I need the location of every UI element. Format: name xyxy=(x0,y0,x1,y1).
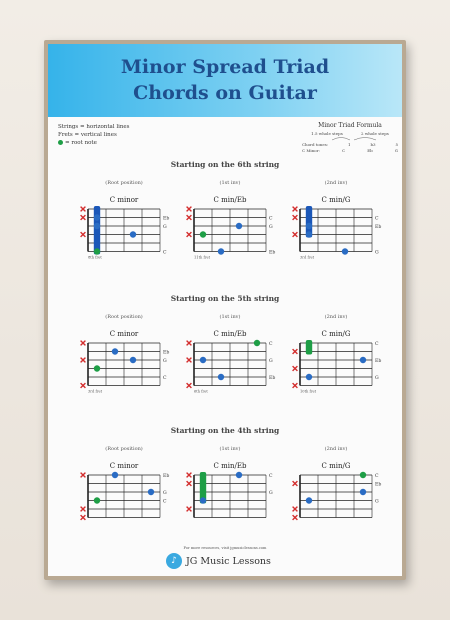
note-dot xyxy=(94,214,100,220)
root-note-dot xyxy=(94,497,100,503)
note-dot xyxy=(306,374,312,380)
string-note-label: Eb xyxy=(269,376,276,381)
note-dot xyxy=(148,489,154,495)
legend xyxy=(58,123,129,147)
fret-position-label: 3rd fret xyxy=(300,255,315,260)
chord-name: C min/Eb xyxy=(213,196,247,204)
title-line-1: Minor Spread Triad xyxy=(120,56,330,78)
string-note-label: Eb xyxy=(375,359,382,364)
section-heading-5th: Starting on the 5th string xyxy=(170,294,280,303)
chord-diagram xyxy=(293,179,382,260)
brand-logo-icon: ♪ xyxy=(166,553,182,569)
section-heading-6th: Starting on the 6th string xyxy=(170,160,280,169)
string-note-label: G xyxy=(163,225,167,230)
note-dot xyxy=(306,223,312,229)
chord-name: C minor xyxy=(109,196,139,204)
fret-position-label: 3rd fret xyxy=(88,389,103,394)
string-note-label: Eb xyxy=(163,474,170,479)
note-dot xyxy=(200,357,206,363)
chord-diagram xyxy=(293,313,382,394)
poster-frame xyxy=(44,40,406,580)
section-5th-diagrams xyxy=(48,308,402,428)
root-note-dot xyxy=(94,248,100,254)
inversion-label: (1st inv) xyxy=(219,446,241,452)
string-note-label: C xyxy=(375,342,379,347)
fret-position-label: 10th fret xyxy=(300,389,317,394)
note-dot xyxy=(360,357,366,363)
formula-step-2: 2 whole steps xyxy=(361,131,389,136)
note-dot xyxy=(360,489,366,495)
brand-name: JG Music Lessons xyxy=(186,555,271,567)
chord-name: C min/Eb xyxy=(213,330,247,338)
inversion-label: (Root position) xyxy=(105,314,143,320)
inversion-label: (Root position) xyxy=(105,180,143,186)
poster xyxy=(48,44,402,576)
formula-arcs xyxy=(302,136,398,141)
string-note-label: Eb xyxy=(375,225,382,230)
chord-name: C minor xyxy=(109,462,139,470)
title-banner xyxy=(48,44,402,117)
root-note-dot xyxy=(254,340,260,346)
string-note-label: G xyxy=(269,491,273,496)
formula-title: Minor Triad Formula xyxy=(318,122,382,129)
fret-position-label: 8th fret xyxy=(88,255,102,260)
chord-name: C min/G xyxy=(321,196,351,204)
section-6th-diagrams xyxy=(48,174,402,294)
note-dot xyxy=(236,223,242,229)
legend-root: = root note xyxy=(58,139,129,147)
barre-bar xyxy=(306,340,312,355)
string-note-label: G xyxy=(269,359,273,364)
note-dot xyxy=(306,497,312,503)
chord-diagram xyxy=(293,445,382,520)
string-note-label: G xyxy=(269,225,273,230)
chord-diagram xyxy=(187,313,276,394)
legend-strings: Strings = horizontal lines xyxy=(58,124,130,130)
note-dot xyxy=(112,348,118,354)
inversion-label: (2nd inv) xyxy=(324,180,348,186)
section-heading-4th: Starting on the 4th string xyxy=(170,426,280,435)
root-note-dot xyxy=(360,472,366,478)
chord-name: C min/Eb xyxy=(213,462,247,470)
title-line-2: Chords on Guitar xyxy=(133,82,317,104)
string-note-label: C xyxy=(269,474,273,479)
note-dot xyxy=(112,472,118,478)
legend-frets: Frets = vertical lines xyxy=(58,132,117,138)
string-note-label: Eb xyxy=(375,482,382,488)
note-dot xyxy=(130,357,136,363)
fret-position-label: 6th fret xyxy=(194,389,208,394)
string-note-label: G xyxy=(375,250,379,256)
string-note-label: C xyxy=(375,474,379,479)
chord-diagram xyxy=(81,445,170,520)
string-note-label: C xyxy=(269,342,273,347)
footer-note: For more resources, visit jgmusiclessons.com xyxy=(183,546,267,550)
note-dot xyxy=(218,374,224,380)
fret-position-label: 11th fret xyxy=(194,255,211,260)
root-note-dot xyxy=(200,231,206,237)
formula-row-cminor: C Minor: C Eb G xyxy=(302,148,398,153)
root-note-dot xyxy=(94,365,100,371)
string-note-label: C xyxy=(375,216,379,222)
chord-diagram xyxy=(81,179,170,260)
note-dot xyxy=(94,223,100,229)
string-note-label: G xyxy=(375,376,379,381)
chord-diagram xyxy=(187,179,276,260)
note-dot xyxy=(218,248,224,254)
note-dot xyxy=(236,472,242,478)
formula-box xyxy=(302,122,398,154)
string-note-label: Eb xyxy=(269,250,276,256)
root-dot-icon xyxy=(58,140,63,145)
chord-name: C min/G xyxy=(321,330,351,338)
note-dot xyxy=(342,248,348,254)
inversion-label: (Root position) xyxy=(105,446,143,452)
barre-bar xyxy=(94,206,100,255)
string-note-label: C xyxy=(163,376,167,381)
string-note-label: Eb xyxy=(163,216,170,222)
string-note-label: C xyxy=(269,216,273,222)
string-note-label: C xyxy=(163,250,167,256)
chord-diagram xyxy=(187,445,273,518)
chord-diagram xyxy=(81,313,170,394)
note-dot xyxy=(200,497,206,503)
formula-row-tones: Chord tones: 1 b3 5 xyxy=(302,142,398,147)
string-note-label: C xyxy=(163,499,167,505)
string-note-label: G xyxy=(163,491,167,496)
string-note-label: G xyxy=(163,359,167,364)
brand xyxy=(166,553,271,569)
formula-step-1: 1.5 whole steps xyxy=(311,131,343,136)
string-note-label: G xyxy=(375,499,379,505)
inversion-label: (1st inv) xyxy=(219,180,241,186)
note-dot xyxy=(130,231,136,237)
chord-name: C min/G xyxy=(321,462,351,470)
inversion-label: (1st inv) xyxy=(219,314,241,320)
section-4th-diagrams xyxy=(48,440,402,550)
note-dot xyxy=(306,231,312,237)
inversion-label: (2nd inv) xyxy=(324,446,348,452)
chord-name: C minor xyxy=(109,330,139,338)
inversion-label: (2nd inv) xyxy=(324,314,348,320)
string-note-label: Eb xyxy=(163,350,170,356)
